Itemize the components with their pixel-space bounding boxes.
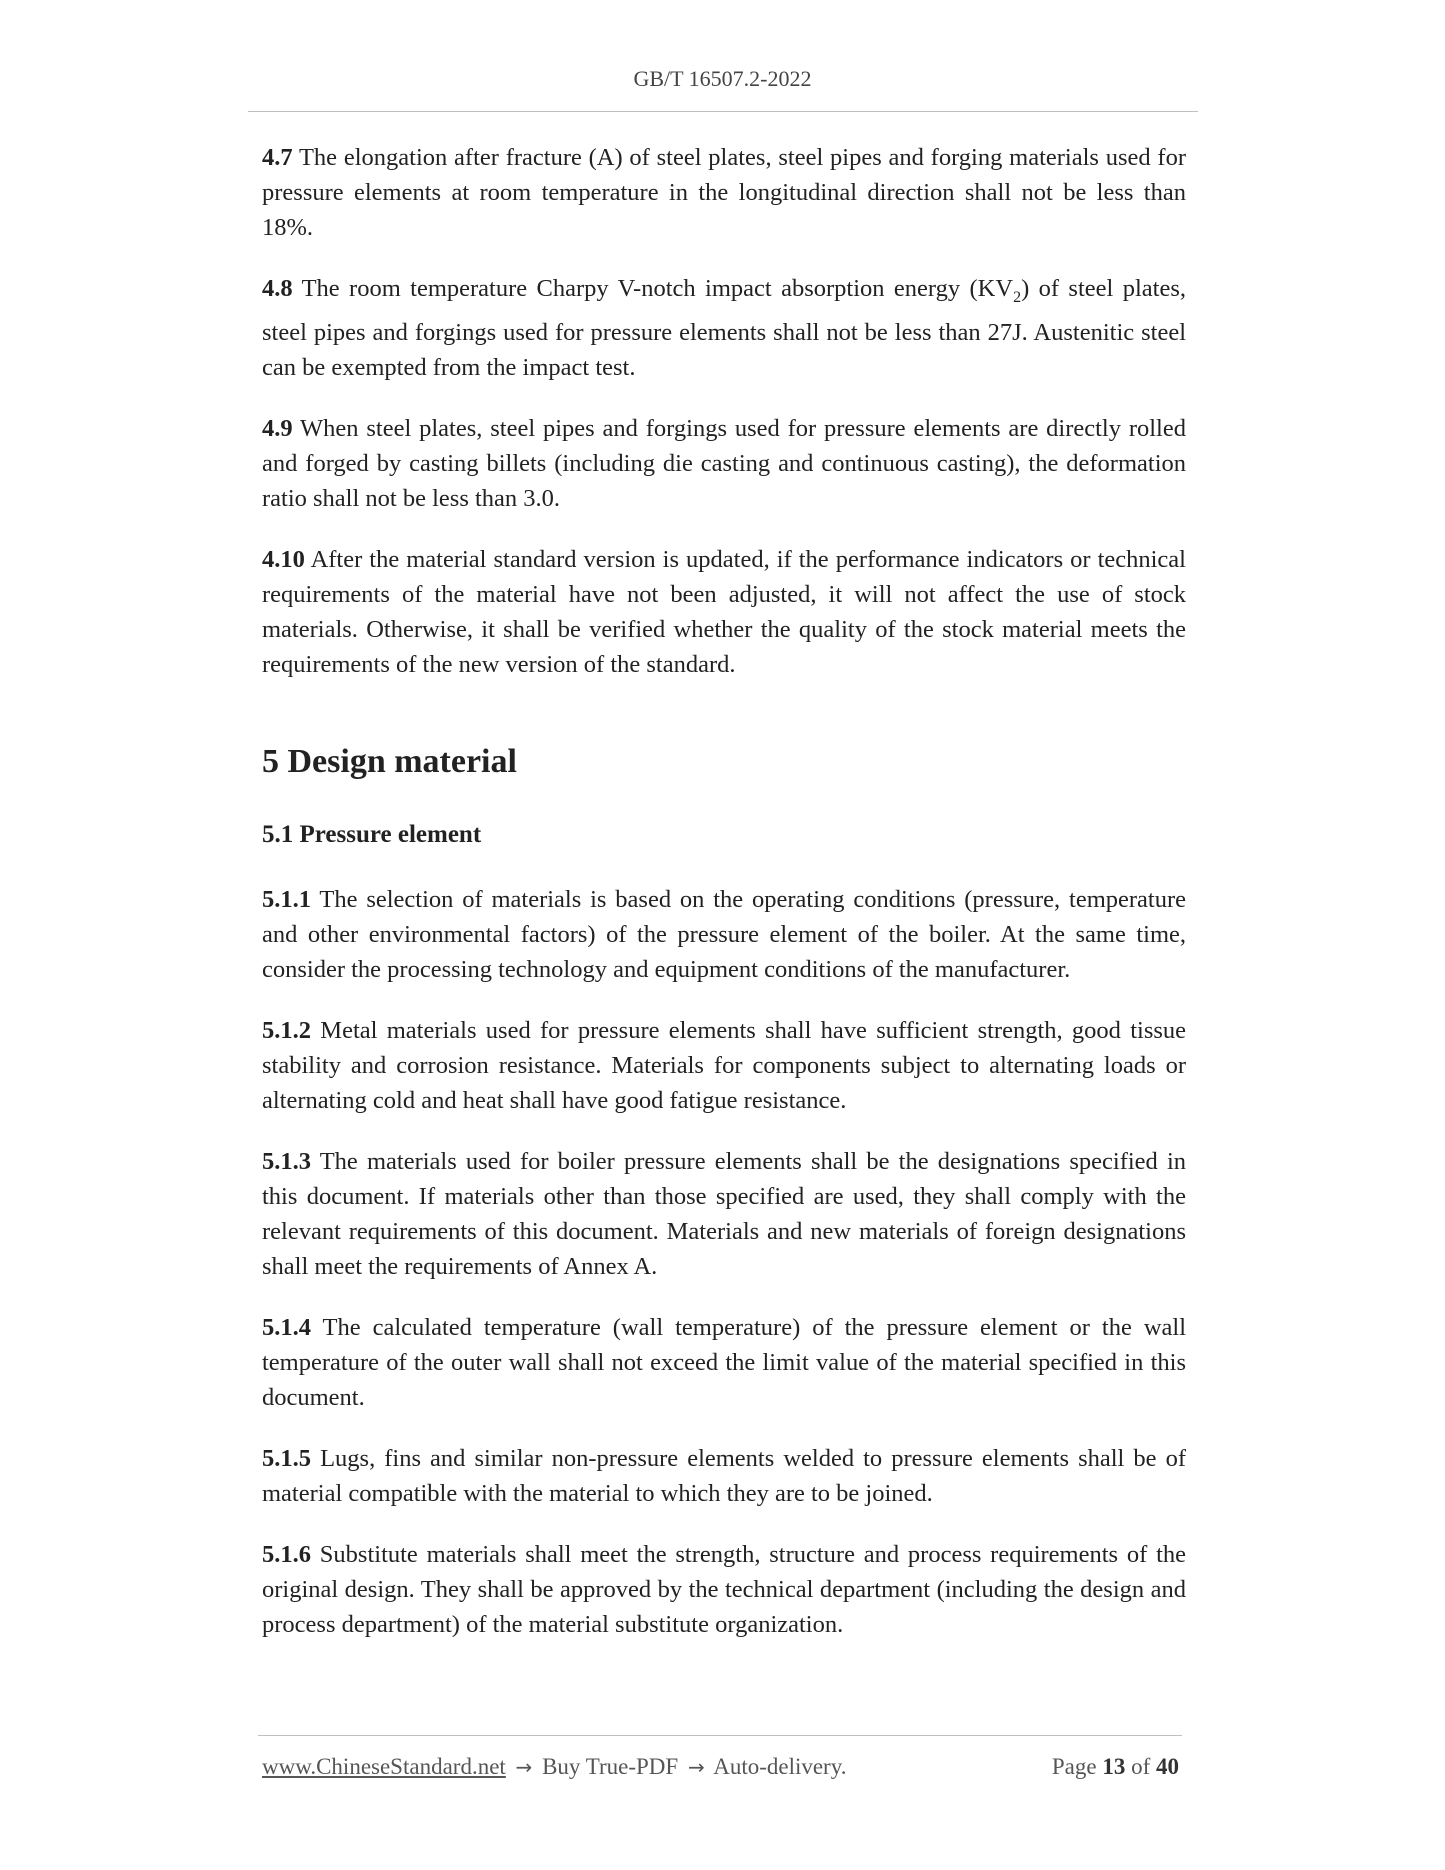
clause-5-1-4: [262, 1310, 1186, 1415]
page-current: 13: [1102, 1754, 1126, 1779]
subscript: 2: [1013, 288, 1022, 306]
buy-text: Buy True-PDF: [542, 1754, 679, 1779]
clause-number: 5.1.1: [262, 885, 311, 913]
page-label: Page: [1051, 1754, 1097, 1779]
clause-5-1-5: [262, 1441, 1186, 1511]
clause-text: The materials used for boiler pressure elements shall be the designations specified in this document. If materials other than those specified are used, they shall comply with the relevant requirements of this document. Materials and new materials of foreign designations shall meet the requirements of Annex A.: [262, 1147, 1186, 1280]
clause-number: 5.1.3: [262, 1147, 311, 1175]
footer-links: [262, 1754, 846, 1780]
clause-text: Substitute materials shall meet the strength, structure and process requirements of the original design. They shall be approved by the technical department (including the design and process department) of the material substitute organization.: [262, 1540, 1186, 1638]
clause-4-8: [262, 271, 1186, 385]
clause-4-7: [262, 140, 1186, 245]
clause-text-part2: ) of steel plates, steel pipes and forgings used for pressure elements shall not be less than 27J. Austenitic steel can be exempted from the impact test.: [262, 275, 1186, 381]
clause-text: The selection of materials is based on the operating conditions (pressure, temperature and other environmental factors) of the pressure element of the boiler. At the same time, consider the processing technology and equipment conditions of the manufacturer.: [262, 885, 1187, 983]
clause-number: 5.1.4: [262, 1313, 311, 1341]
page-number: [1052, 1754, 1179, 1780]
clause-text: Lugs, fins and similar non-pressure elements welded to pressure elements shall be of material compatible with the material to which they are to be joined.: [262, 1444, 1186, 1507]
clause-text: When steel plates, steel pipes and forgings used for pressure elements are directly rolled and forged by casting billets (including die casting and continuous casting), the deformation ratio shall not be less than 3.0.: [262, 414, 1186, 512]
clause-text: The calculated temperature (wall temperature) of the pressure element or the wall temperature of the outer wall shall not exceed the limit value of the material specified in this document.: [262, 1313, 1187, 1411]
clause-5-1-1: [262, 882, 1186, 987]
header-divider: [248, 111, 1198, 112]
clause-number: 5.1.6: [262, 1540, 311, 1568]
arrow-right-icon: →: [515, 1755, 533, 1779]
clause-4-9: [262, 411, 1186, 516]
page-total: 40: [1156, 1754, 1179, 1779]
clause-5-1-3: [262, 1144, 1186, 1284]
section-title: 5 Design material: [262, 742, 517, 780]
clause-number: 4.8: [262, 275, 293, 302]
clause-4-10: [262, 542, 1186, 682]
clause-text: After the material standard version is updated, if the performance indicators or technical requirements of the material have not been adjusted, it will not affect the use of stock materials. Otherwise, it shall be verified whether the quality of the stock material meets the requirements of the new version of the standard.: [262, 545, 1186, 678]
clause-number: 4.10: [262, 545, 305, 573]
page-header: GB/T 16507.2-2022: [633, 66, 812, 91]
site-link[interactable]: www.ChineseStandard.net: [262, 1754, 506, 1779]
delivery-text: Auto-delivery.: [713, 1754, 847, 1779]
footer-divider: [258, 1735, 1182, 1736]
page-of: of: [1131, 1754, 1151, 1779]
clause-number: 5.1.2: [262, 1016, 311, 1044]
clause-number: 4.9: [262, 414, 293, 442]
clause-5-1-6: [262, 1537, 1186, 1642]
arrow-right-icon: →: [687, 1755, 705, 1779]
clause-text: The elongation after fracture (A) of steel plates, steel pipes and forging materials used for pressure elements at room temperature in the longitudinal direction shall not be less than 18%.: [262, 144, 1186, 241]
page-body: [262, 140, 1186, 1668]
subsection-title: 5.1 Pressure element: [262, 820, 482, 848]
clause-5-1-2: [262, 1013, 1186, 1118]
clause-text: Metal materials used for pressure elements shall have sufficient strength, good tissue stability and corrosion resistance. Materials for components subject to alternating loads or alternating cold and heat shall have good fatigue resistance.: [262, 1016, 1187, 1114]
clause-number: 5.1.5: [262, 1444, 311, 1472]
clause-text-part1: The room temperature Charpy V-notch impact absorption energy (KV: [301, 275, 1014, 302]
clause-number: 4.7: [262, 144, 293, 171]
